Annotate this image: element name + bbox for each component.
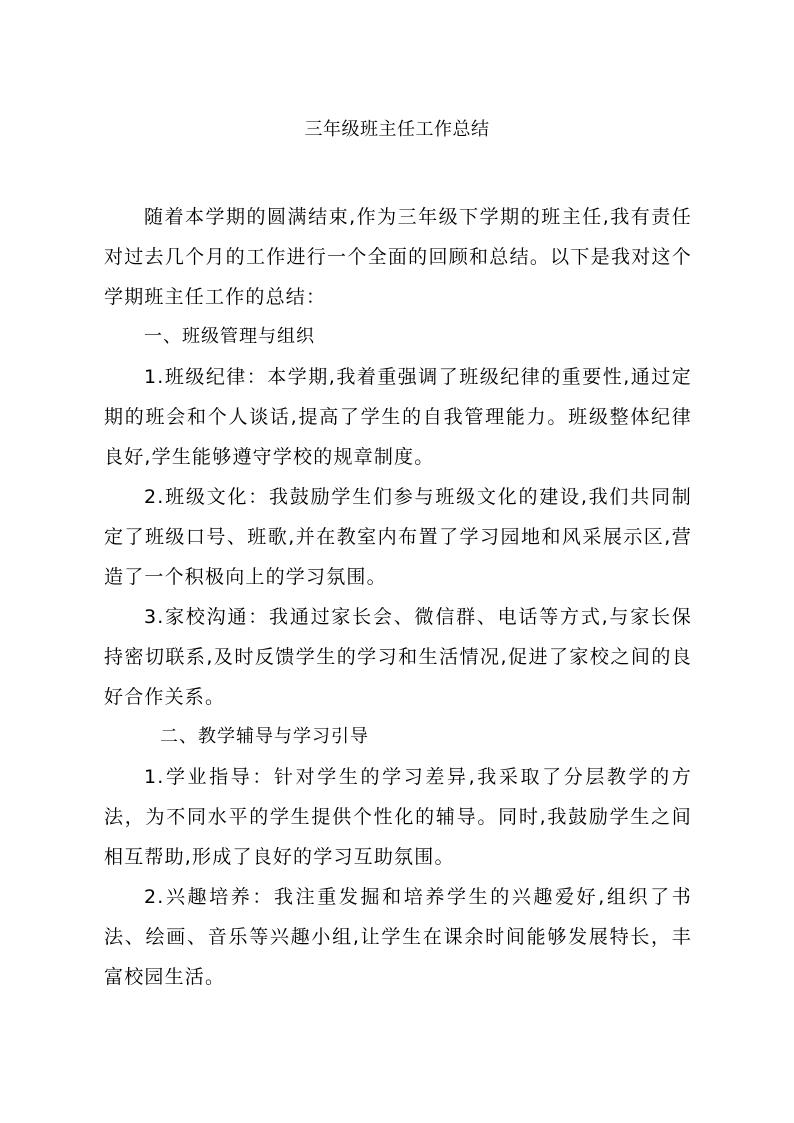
paragraph-class-culture: 2.班级文化：我鼓励学生们参与班级文化的建设,我们共同制定了班级口号、班歌,并在教室内布置了学习园地和风采展示区,营造了一个积极向上的学习氛围。 [104, 486, 692, 588]
paragraph-class-discipline: 1.班级纪律：本学期,我着重强调了班级纪律的重要性,通过定期的班会和个人谈话,提高了学生的自我管理能力。班级整体纪律良好,学生能够遵守学校的规章制度。 [104, 366, 692, 468]
paragraph-interest-cultivation: 2.兴趣培养：我注重发掘和培养学生的兴趣爱好,组织了书法、绘画、音乐等兴趣小组,让学生在课余时间能够发展特长，丰富校园生活。 [104, 886, 692, 988]
paragraph-academic-guidance: 1.学业指导：针对学生的学习差异,我采取了分层教学的方法，为不同水平的学生提供个性化的辅导。同时,我鼓励学生之间相互帮助,形成了良好的学习互助氛围。 [104, 766, 692, 868]
document-title: 三年级班主任工作总结 [304, 119, 490, 140]
section-heading-teaching-guidance: 二、教学辅导与学习引导 [160, 726, 369, 747]
paragraph-home-school-communication: 3.家校沟通：我通过家长会、微信群、电话等方式,与家长保持密切联系,及时反馈学生的学习和生活情况,促进了家校之间的良好合作关系。 [104, 606, 692, 708]
intro-paragraph: 随着本学期的圆满结束,作为三年级下学期的班主任,我有责任对过去几个月的工作进行一个全面的回顾和总结。以下是我对这个学期班主任工作的总结： [104, 206, 692, 308]
document-body [104, 197, 692, 997]
section-heading-class-management: 一、班级管理与组织 [144, 326, 315, 347]
